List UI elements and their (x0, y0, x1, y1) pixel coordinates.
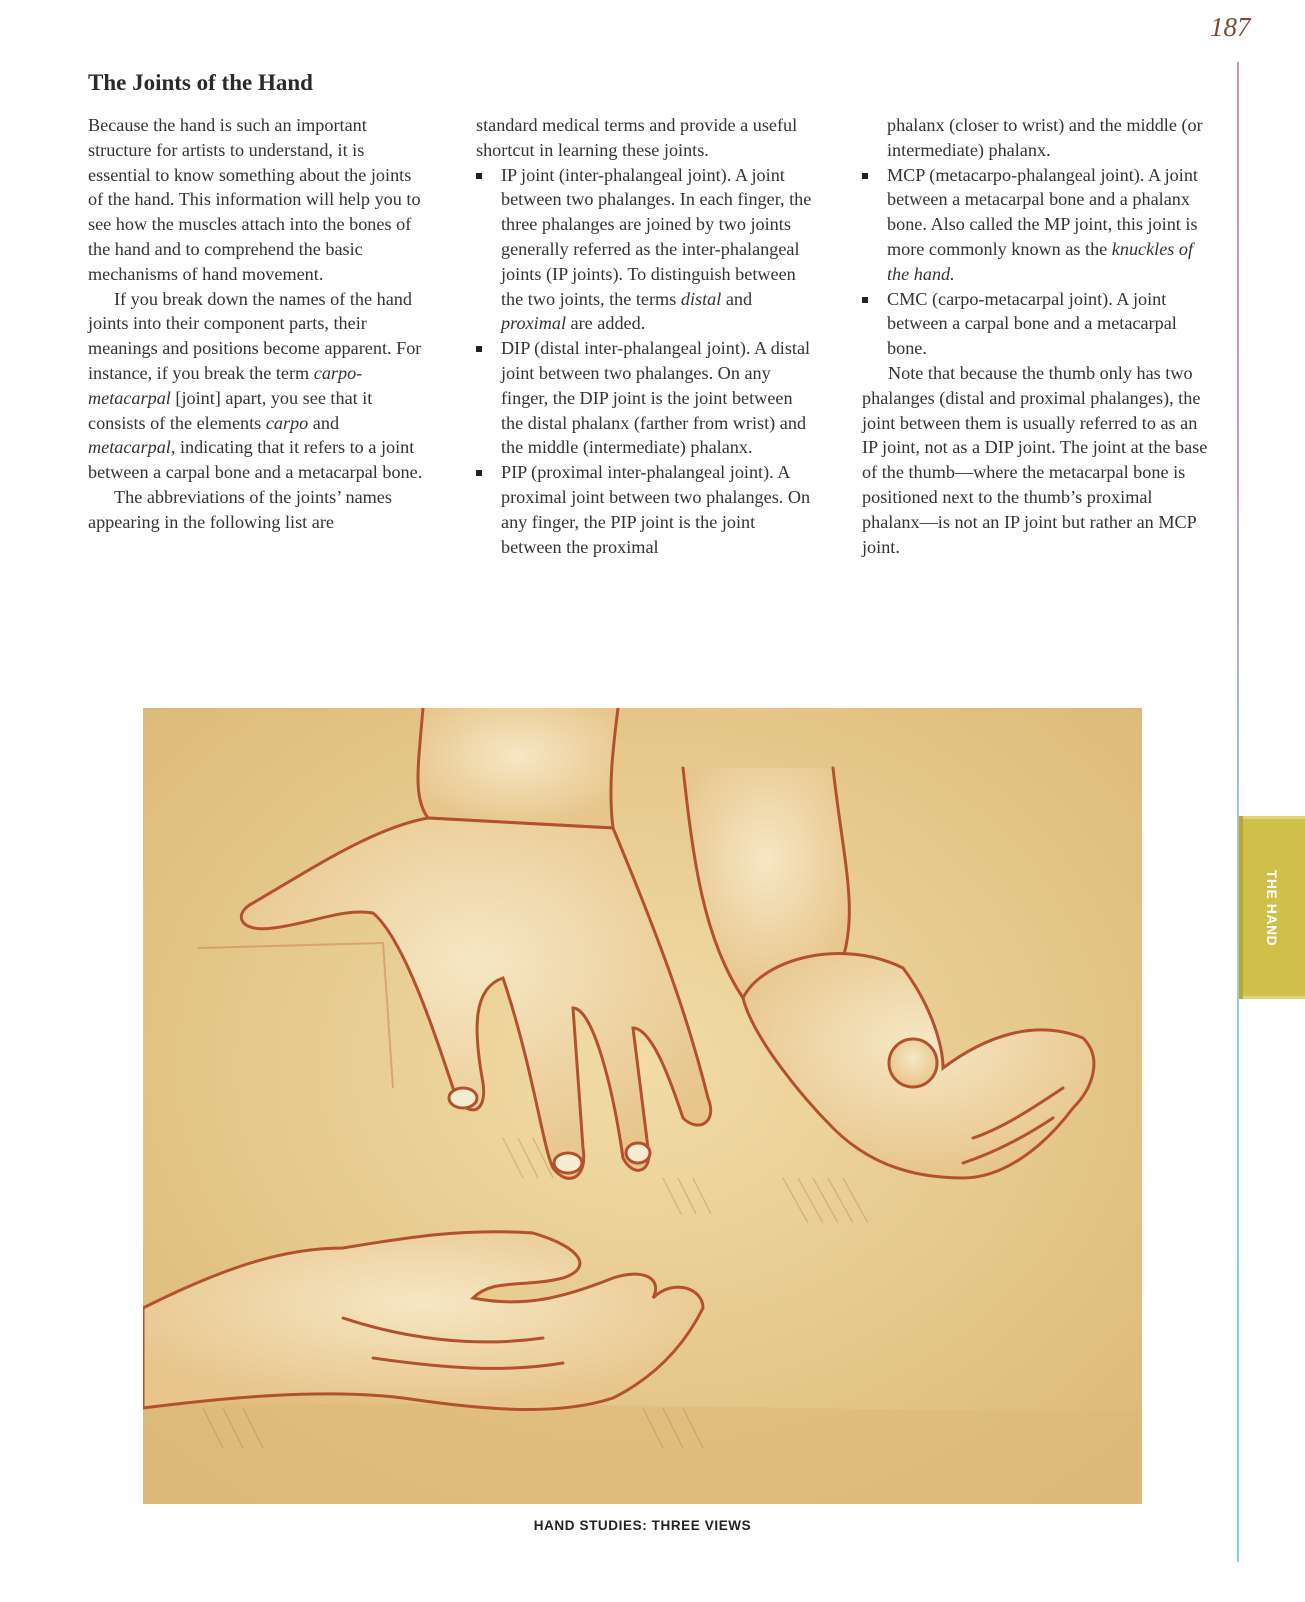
section-tab (1239, 813, 1305, 1002)
list-item-mcp: MCP (metacarpo-phalangeal joint). A joint between a metacarpal bone and a phalanx bone. Also called the MP joint, this joint is more commonly known as the knuckles of the hand. (862, 163, 1212, 287)
list-item-pip: PIP (proximal inter-phalangeal joint). A proximal joint between two phalanges. On any finger, the PIP joint is the joint between the proximal (476, 460, 816, 559)
abbreviations-paragraph: The abbreviations of the joints’ names appearing in the following list are (88, 486, 392, 532)
terms-paragraph: If you break down the names of the hand joints into their component parts, their meanings and positions become apparent. For instance, if you break the term carpo-metacarpal [joint] apart, you see that it consists of the elements carpo and metacarpal, indicating that it refers to a joint between a carpal bone and a metacarpal bone. (88, 288, 423, 483)
list-item-dip: DIP (distal inter-phalangeal joint). A distal joint between two phalanges. On any finger, the DIP joint is the joint between the distal phalanx (farther from wrist) and the middle (intermediate) phalanx. (476, 336, 816, 460)
list-item-ip: IP joint (inter-phalangeal joint). A joint between two phalanges. In each finger, the three phalanges are joined by two joints generally referred as the inter-phalangeal joints (IP joints). To distinguish between the two joints, the terms distal and proximal are added. (476, 163, 816, 337)
chalk-drawing (143, 708, 1142, 1504)
abbreviations-continued: standard medical terms and provide a useful shortcut in learning these joints. (476, 115, 798, 160)
hand-studies-illustration (143, 708, 1142, 1504)
pip-continued: phalanx (closer to wrist) and the middle (or intermediate) phalanx. (887, 115, 1203, 160)
thumb-note-paragraph: Note that because the thumb only has two phalanges (distal and proximal phalanges), the joint between them is usually referred to as an IP joint, not as a DIP joint. The joint at the base of the thumb—where the metacarpal bone is positioned next to the thumb’s proximal phalanx—is not an IP joint but rather an MCP joint. (862, 362, 1208, 557)
joint-list-continued (862, 163, 1212, 361)
figure-caption: HAND STUDIES: THREE VIEWS (533, 1518, 752, 1533)
intro-paragraph: Because the hand is such an important structure for artists to understand, it is essential to know something about the joints of the hand. This information will help you to see how the muscles attach into the bones of the hand and to comprehend the basic mechanisms of hand movement. (88, 115, 421, 284)
section-title: The Joints of the Hand (88, 70, 313, 95)
text-column-1 (88, 113, 428, 535)
joint-list (476, 163, 816, 560)
margin-rule (1237, 62, 1239, 1562)
section-tab-label: THE HAND (1264, 869, 1280, 947)
text-column-3 (862, 113, 1212, 559)
page-number: 187 (1210, 12, 1251, 42)
text-column-2 (476, 113, 816, 559)
list-item-cmc: CMC (carpo-metacarpal joint). A joint between a carpal bone and a metacarpal bone. (862, 287, 1212, 361)
